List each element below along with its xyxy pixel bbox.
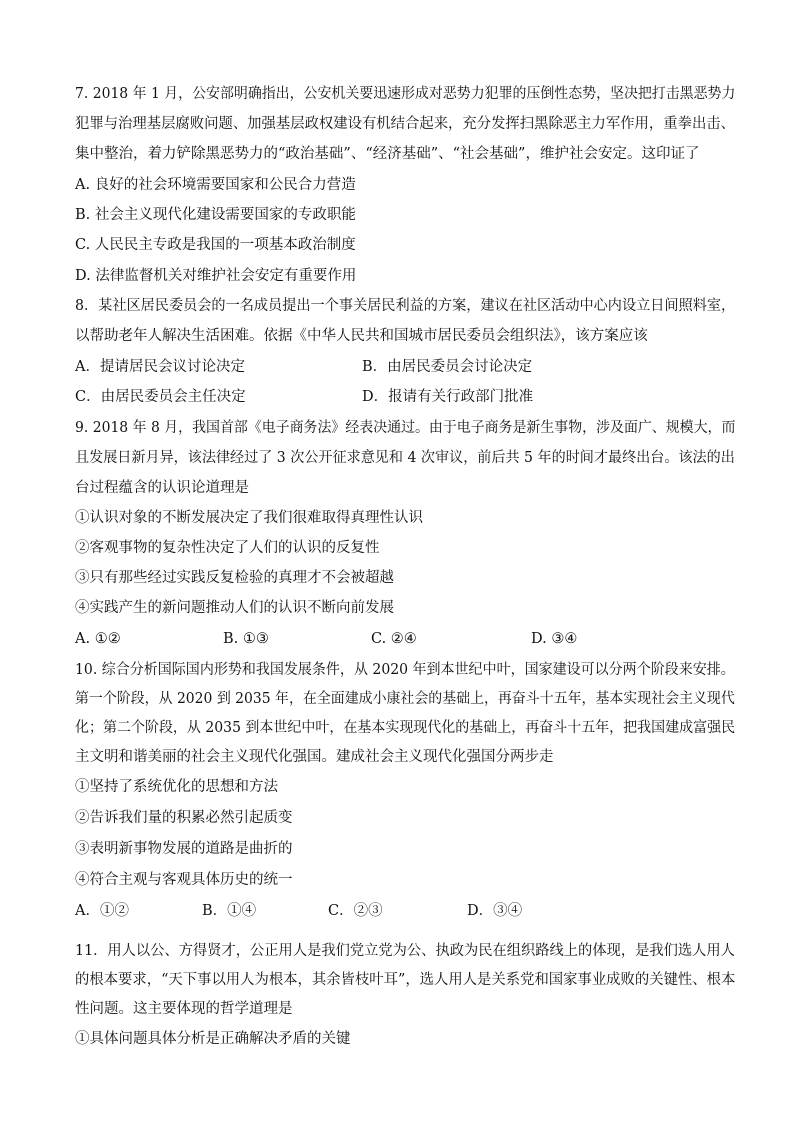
q7-option-b: B. 社会主义现代化建设需要国家的专政职能 <box>75 207 356 223</box>
q10-stem-line-1: 10. 综合分析国际国内形势和我国发展条件，从 2020 年到本世纪中叶，国家建设可以分两个阶段来安排。 <box>75 662 735 678</box>
q10-statement-4: ④符合主观与客观具体历史的统一 <box>75 872 293 888</box>
q8-stem-line-2: 以帮助老年人解决生活困难。依据《中华人民共和国城市居民委员会组织法》，该方案应该 <box>75 328 648 344</box>
q9-option-c: C. ②④ <box>371 631 417 647</box>
q10-option-b: B．①④ <box>202 903 257 919</box>
q10-option-d: D．③④ <box>467 903 523 919</box>
q7-option-c: C. 人民民主专政是我国的一项基本政治制度 <box>75 237 356 253</box>
q9-option-a: A. ①② <box>75 631 121 647</box>
q10-stem-line-2: 第一个阶段，从 2020 到 2035 年，在全面建成小康社会的基础上，再奋斗十五年，基本实现社会主义现代 <box>75 691 735 707</box>
q7-stem-line-3: 集中整治，着力铲除黑恶势力的“政治基础”、“经济基础”、“社会基础”，维护社会安定。这印证了 <box>75 146 700 162</box>
q11-statement-1: ①具体问题具体分析是正确解决矛盾的关键 <box>75 1031 351 1047</box>
q11-stem-line-2: 的根本要求，“天下事以用人为根本，其余皆枝叶耳”，选人用人是关系党和国家事业成败的关键性、根本 <box>75 972 736 988</box>
q7-option-d: D. 法律监督机关对维护社会安定有重要作用 <box>75 268 357 284</box>
q7-option-a: A. 良好的社会环境需要国家和公民合力营造 <box>75 177 356 193</box>
q11-stem-line-1: 11．用人以公、方得贤才，公正用人是我们党立党为公、执政为民在组织路线上的体现，是我们选人用人 <box>75 943 735 959</box>
q10-statement-2: ②告诉我们量的积累必然引起质变 <box>75 810 293 826</box>
q8-stem-line-1: 8．某社区居民委员会的一名成员提出一个事关居民利益的方案，建议在社区活动中心内设立日间照料室， <box>75 298 736 314</box>
q9-statement-1: ①认识对象的不断发展决定了我们很难取得真理性认识 <box>75 510 423 526</box>
q8-option-b: B．由居民委员会讨论决定 <box>362 359 533 375</box>
q11-stem-line-3: 性问题。这主要体现的哲学道理是 <box>75 1001 293 1017</box>
q10-statement-3: ③表明新事物发展的道路是曲折的 <box>75 841 293 857</box>
q10-stem-line-4: 主文明和谐美丽的社会主义现代化强国。建成社会主义现代化强国分两步走 <box>75 749 554 765</box>
q10-option-c: C．②③ <box>328 903 383 919</box>
q10-statement-1: ①坚持了系统优化的思想和方法 <box>75 779 278 795</box>
q9-stem-line-1: 9. 2018 年 8 月，我国首部《电子商务法》经表决通过。由于电子商务是新生事物，涉及面广、规模大，而 <box>75 420 736 436</box>
q9-statement-4: ④实践产生的新问题推动人们的认识不断向前发展 <box>75 600 394 616</box>
q8-option-a: A．提请居民会议讨论决定 <box>75 359 245 375</box>
q9-option-b: B. ①③ <box>223 631 269 647</box>
q9-option-d: D. ③④ <box>531 631 578 647</box>
q9-stem-line-2: 且发展日新月异，该法律经过了 3 次公开征求意见和 4 次审议，前后共 5 年的时间才最终出台。该法的出 <box>75 450 735 466</box>
q8-option-c: C．由居民委员会主任决定 <box>75 389 246 405</box>
q9-statement-2: ②客观事物的复杂性决定了人们的认识的反复性 <box>75 540 380 556</box>
q7-stem-line-1: 7. 2018 年 1 月，公安部明确指出，公安机关要迅速形成对恶势力犯罪的压倒性态势，坚决把打击黑恶势力 <box>75 86 736 102</box>
q10-option-a: A．①② <box>75 903 129 919</box>
q10-stem-line-3: 化；第二个阶段，从 2035 到本世纪中叶，在基本实现现代化的基础上，再奋斗十五年，把我国建成富强民 <box>75 720 736 736</box>
q9-statement-3: ③只有那些经过实践反复检验的真理才不会被超越 <box>75 570 394 586</box>
q8-option-d: D．报请有关行政部门批准 <box>362 389 534 405</box>
q9-stem-line-3: 台过程蕴含的认识论道理是 <box>75 480 249 496</box>
q7-stem-line-2: 犯罪与治理基层腐败问题、加强基层政权建设有机结合起来，充分发挥扫黑除恶主力军作用，重拳出击、 <box>75 116 735 132</box>
